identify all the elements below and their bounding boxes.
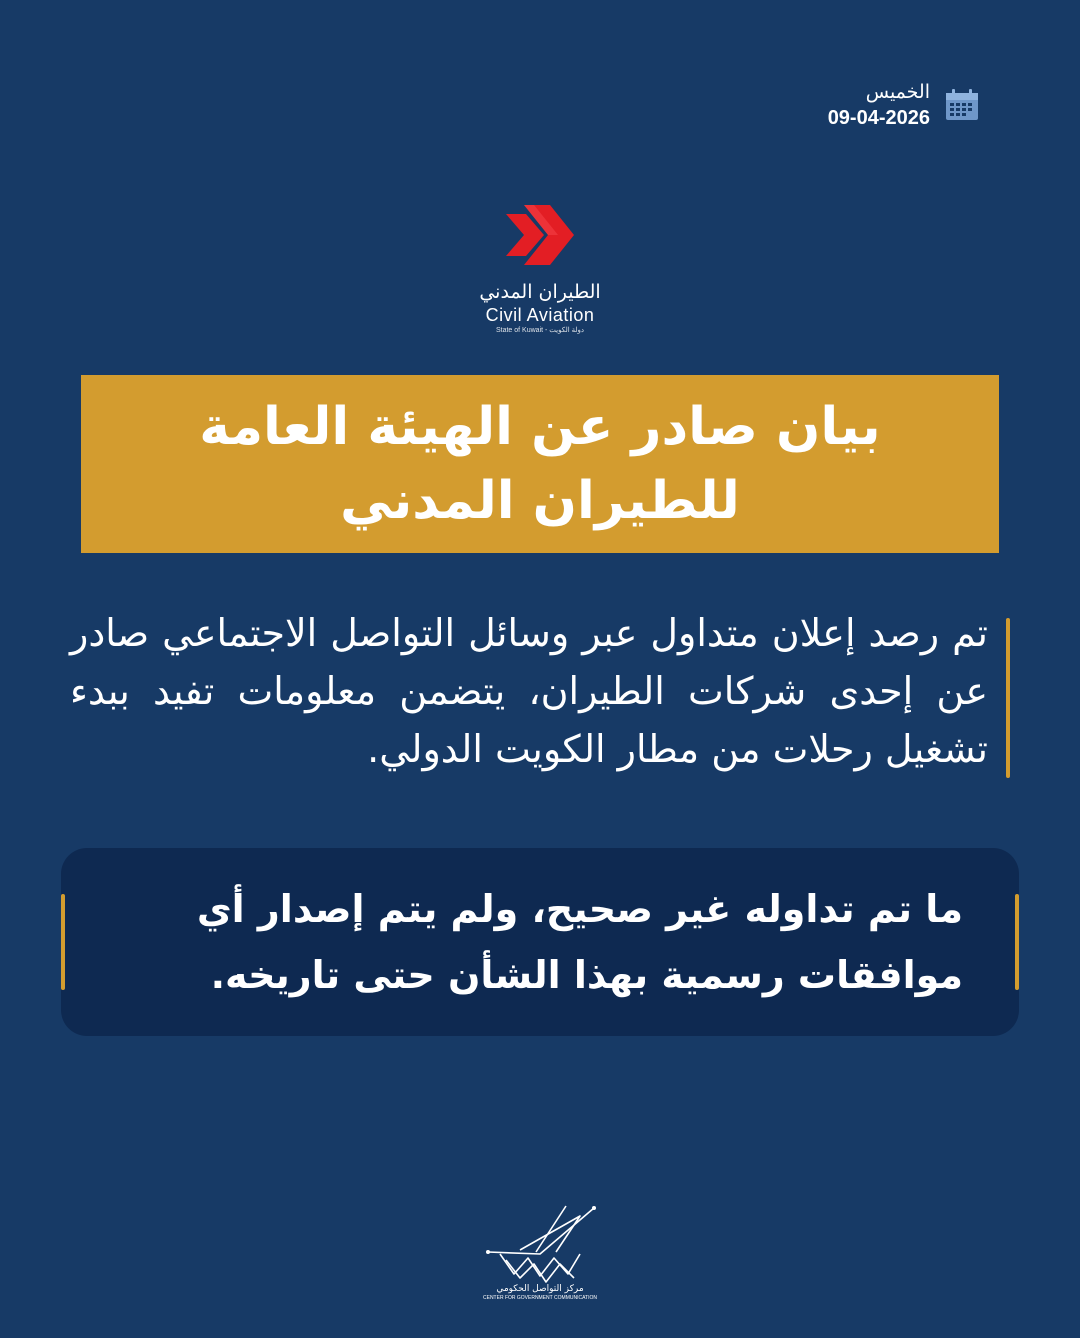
logo-subtitle: State of Kuwait - دولة الكويت bbox=[495, 327, 585, 334]
title-line-1: بيان صادر عن الهيئة العامة bbox=[199, 397, 881, 457]
civil-aviation-logo bbox=[440, 200, 640, 336]
highlight-box bbox=[61, 848, 1019, 1036]
accent-bar-left bbox=[61, 894, 65, 990]
date-value: 09-04-2026 bbox=[827, 107, 930, 129]
accent-bar-right bbox=[1015, 894, 1019, 990]
highlight-text: ما تم تداوله غير صحيح، ولم يتم إصدار أي موافقات رسمية بهذا الشأن حتى تاريخه. bbox=[196, 887, 963, 997]
statement-paragraph bbox=[70, 604, 1010, 778]
chevron-logo-icon bbox=[500, 200, 580, 270]
logo-arabic: الطيران المدني bbox=[479, 281, 601, 303]
paragraph-text: تم رصد إعلان متداول عبر وسائل التواصل الاجتماعي صادر عن إحدى شركات الطيران، يتضمن معلومات تفيد ببدء تشغيل رحلات من مطار الكويت الدولي. bbox=[70, 611, 988, 771]
logo-english: Civil Aviation bbox=[485, 305, 595, 325]
calendar-icon bbox=[944, 88, 980, 122]
date-block bbox=[828, 80, 930, 132]
dhow-sail-icon bbox=[480, 1202, 600, 1284]
page-title bbox=[150, 390, 930, 538]
title-line-2: للطيران المدني bbox=[340, 471, 740, 531]
government-communication-logo bbox=[480, 1202, 600, 1302]
title-band bbox=[81, 375, 999, 553]
footer-arabic: مركز التواصل الحكومي bbox=[496, 1284, 584, 1294]
accent-bar bbox=[1006, 618, 1010, 778]
date-day: الخميس bbox=[865, 81, 930, 103]
footer-english: CENTER FOR GOVERNMENT COMMUNICATION bbox=[483, 1295, 597, 1301]
